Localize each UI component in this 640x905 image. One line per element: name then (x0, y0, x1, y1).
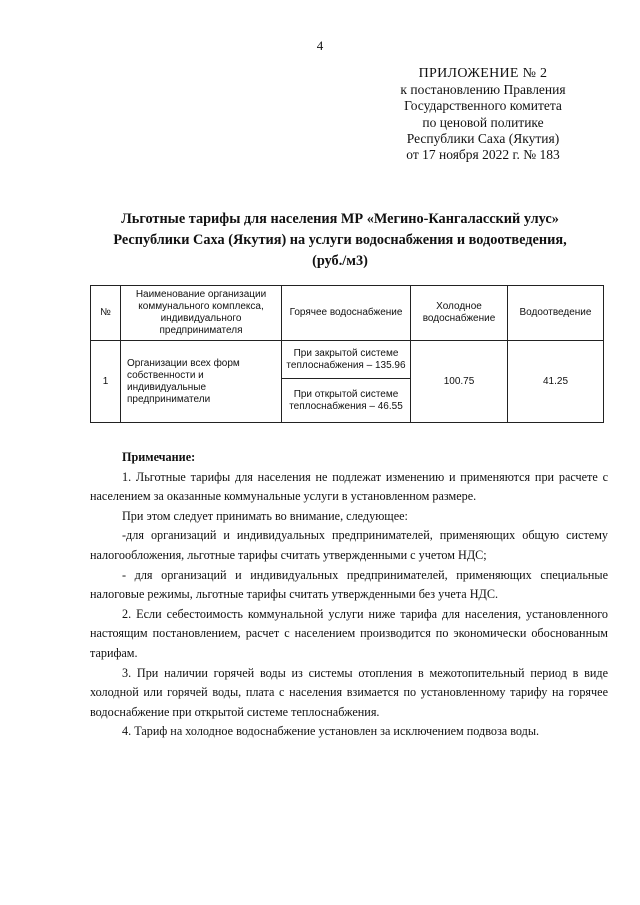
appendix-line: по ценовой политике (422, 114, 544, 130)
header-cold-water: Холодное водоснабжение (411, 286, 508, 341)
drainage-tariff: 41.25 (508, 341, 604, 423)
appendix-line: к постановлению Правления (400, 82, 566, 98)
appendix-line: Государственного комитета (404, 98, 562, 114)
row-number: 1 (91, 341, 121, 423)
page-number: 4 (316, 38, 324, 53)
header-number: № (91, 286, 121, 341)
cold-water-tariff: 100.75 (411, 341, 508, 423)
table-row (91, 341, 604, 379)
notes-section (90, 448, 608, 742)
note-paragraph: 3. При наличии горячей воды из системы отопления в межотопительный период в виде холодной или горячей воды, плата с населения взимается по установленному тарифу на горячее водоснабжение при открытой системе теплоснабжения. (90, 665, 608, 719)
note-paragraph: - для организаций и индивидуальных предпринимателей, применяющих специальные налоговые режимы, льготные тарифы считать утвержденными без учета НДС. (90, 567, 608, 602)
note-paragraph: -для организаций и индивидуальных предпринимателей, применяющих общую систему налогообложения, льготные тарифы считать утвержденными с учетом НДС; (90, 528, 608, 562)
note-paragraph: 2. Если себестоимость коммунальной услуги ниже тарифа для населения, установленного настоящим постановлением, расчет с населением производится по экономически обоснованным тарифам. (90, 606, 608, 660)
note-paragraph: При этом следует принимать во внимание, следующее: (122, 508, 408, 523)
hot-water-closed-system: При закрытой системе теплоснабжения – 135.96 (282, 341, 411, 379)
document-title (80, 209, 600, 272)
table-header-row (91, 286, 604, 341)
row-organization: Организации всех форм собственности и индивидуальные предприниматели (121, 341, 282, 423)
appendix-line: от 17 ноября 2022 г. № 183 (406, 147, 560, 163)
header-drainage: Водоотведение (508, 286, 604, 341)
appendix-line: Республики Саха (Якутия) (406, 130, 560, 146)
title-line: Льготные тарифы для населения МР «Мегино-Кангаласский улус» (121, 211, 559, 227)
note-paragraph: 1. Льготные тарифы для населения не подлежат изменению и применяются при расчете с населением за оказанные коммунальные услуги в установленном размере. (90, 469, 608, 504)
tariff-table (90, 285, 604, 423)
header-hot-water: Горячее водоснабжение (282, 286, 411, 341)
header-organization: Наименование организации коммунального комплекса, индивидуального предпринимателя (121, 286, 282, 341)
title-line: Республики Саха (Якутия) на услуги водоснабжения и водоотведения, (113, 232, 567, 248)
notes-heading: Примечание: (122, 450, 196, 464)
title-line: (руб./м3) (312, 253, 368, 269)
appendix-block (378, 66, 588, 163)
appendix-title: ПРИЛОЖЕНИЕ № 2 (418, 66, 548, 81)
note-paragraph: 4. Тариф на холодное водоснабжение установлен за исключением подвоза воды. (122, 724, 540, 739)
hot-water-open-system: При открытой системе теплоснабжения – 46.55 (282, 379, 411, 423)
